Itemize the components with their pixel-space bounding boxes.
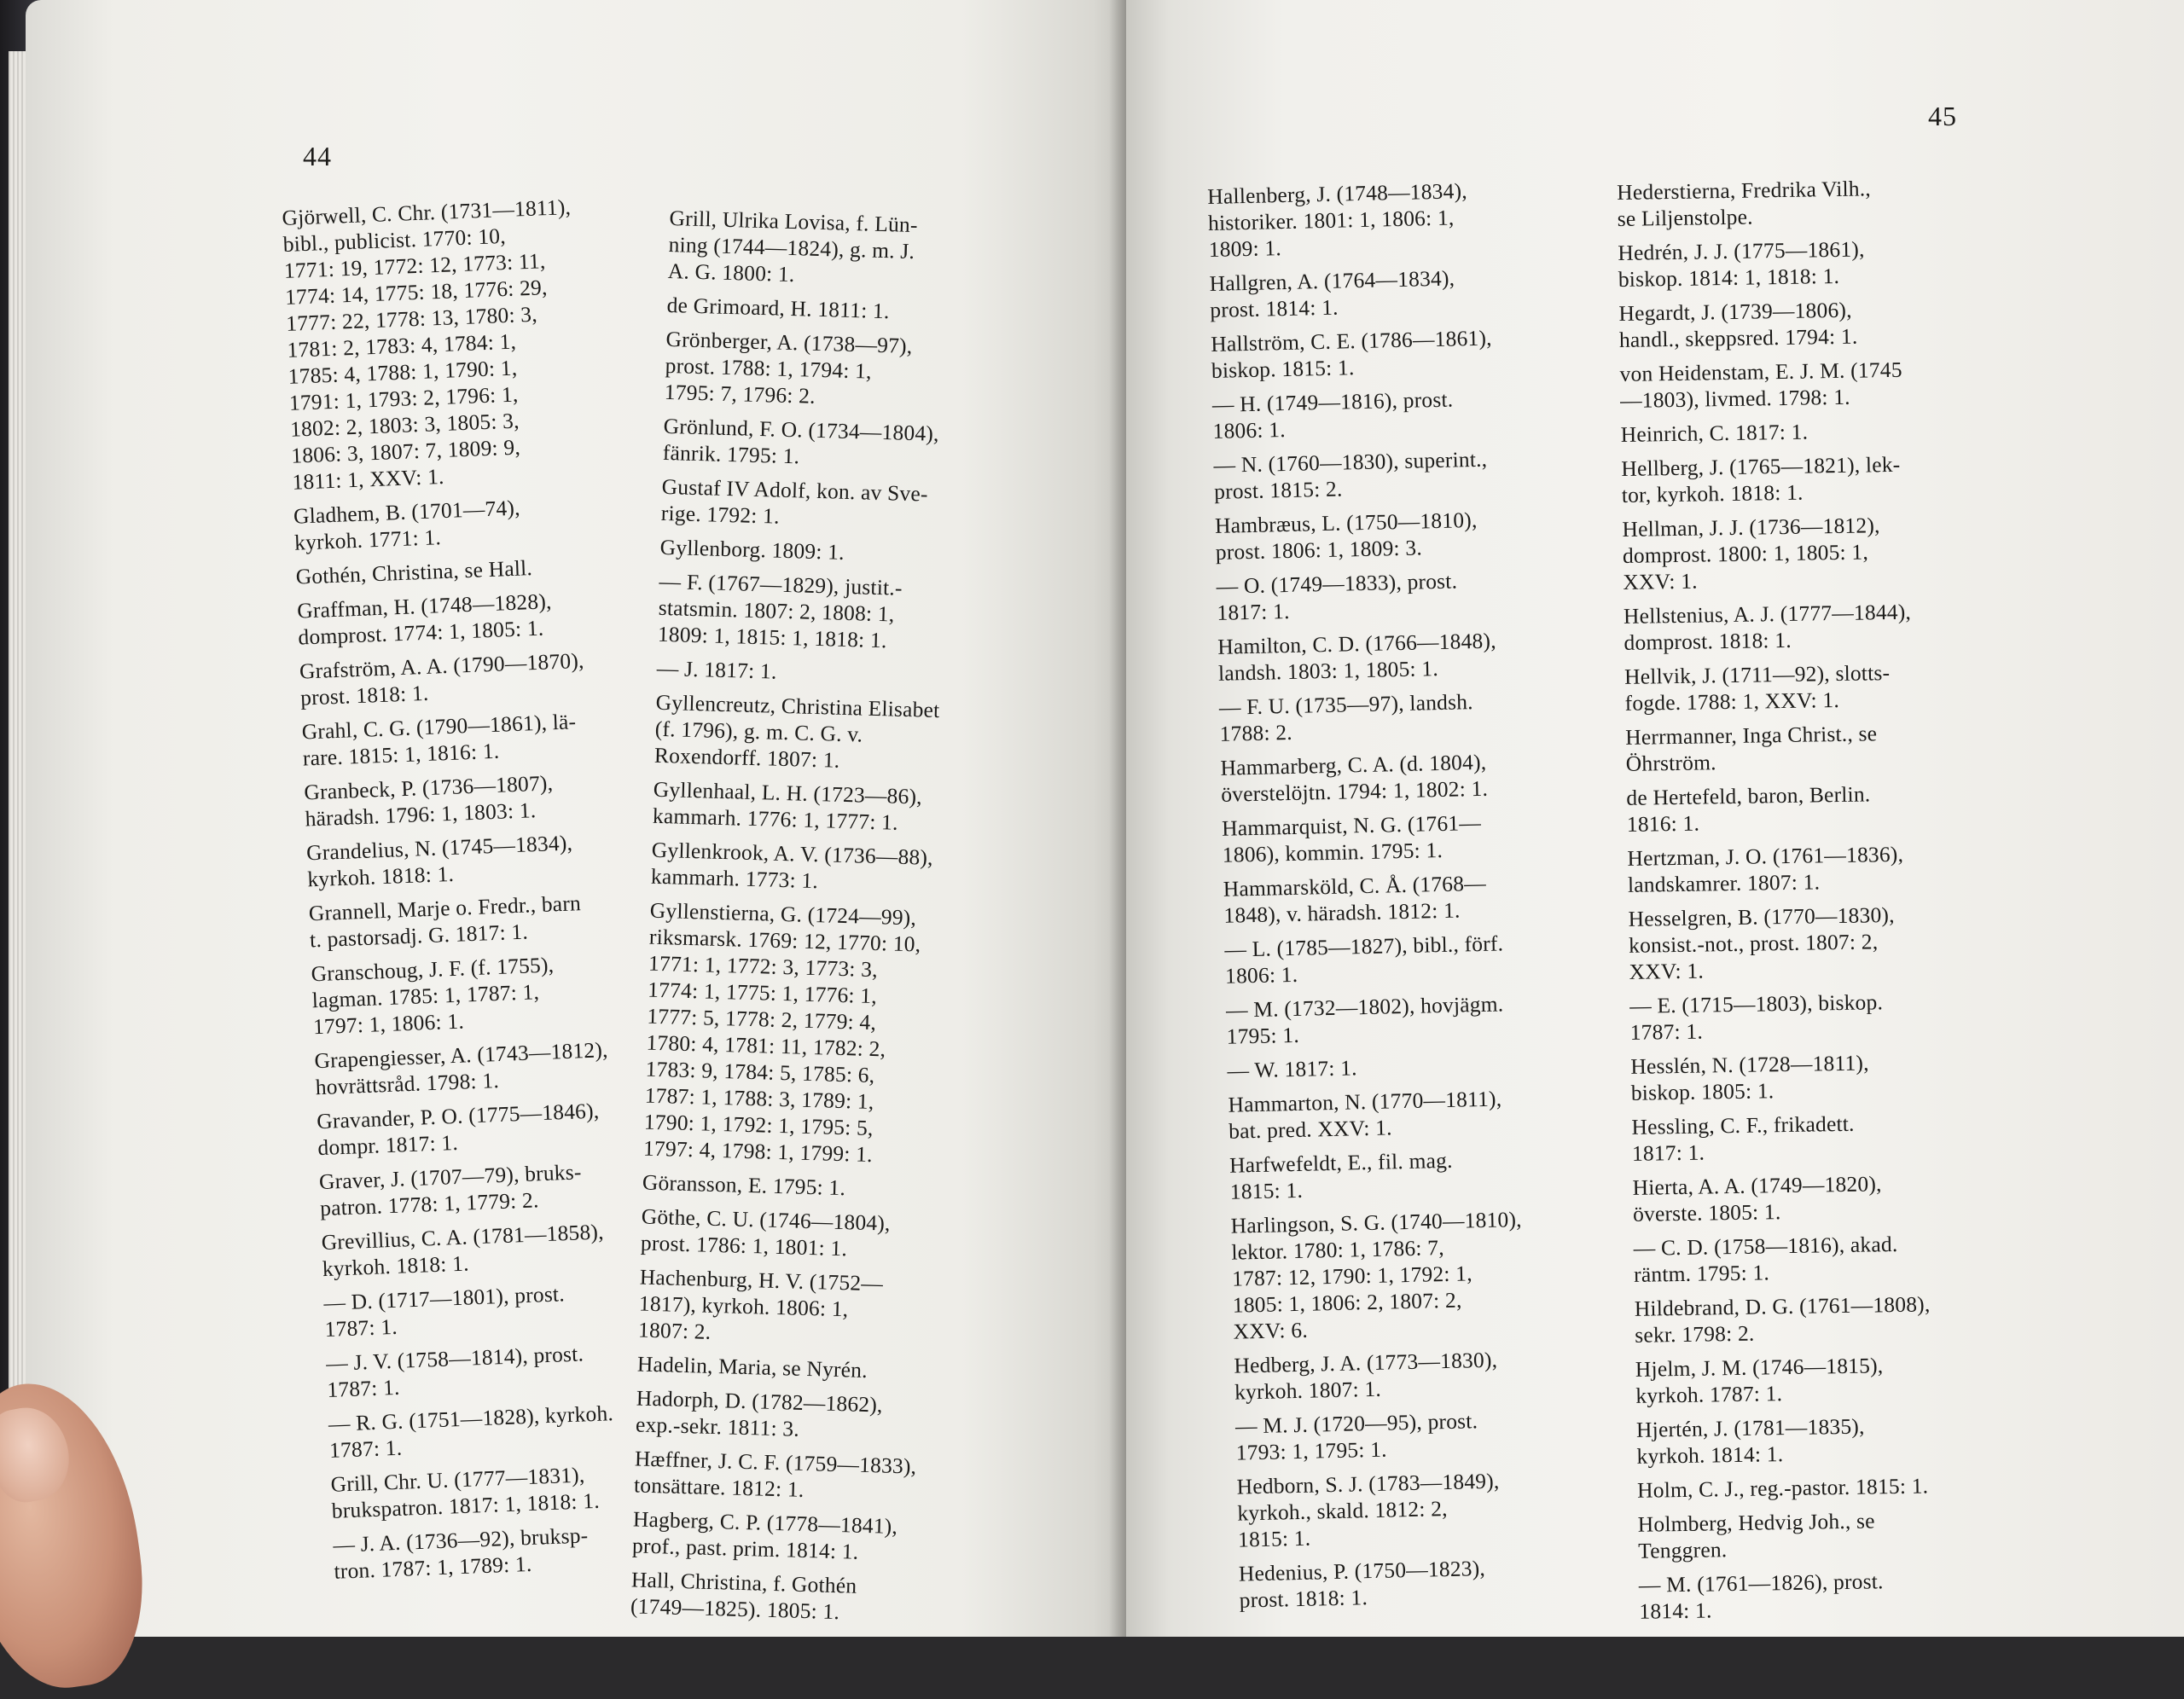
entry-line: exp.-sekr. 1811: 3. [635, 1412, 800, 1441]
index-column [630, 205, 1070, 1637]
index-entry [1632, 1168, 2042, 1227]
entry-line: Grannell, Marje o. Fredr., barn [308, 890, 582, 926]
entry-line: Hellstenius, A. J. (1777—1844), [1623, 599, 1912, 629]
entry-line: Hadorph, D. (1782—1862), [636, 1385, 884, 1418]
index-entry [1234, 1343, 1635, 1406]
entry-line: Grönberger, A. (1738—97), [665, 326, 913, 359]
entry-line: kyrkoh. 1818: 1. [306, 861, 455, 892]
entry-line: 1783: 9, 1784: 5, 1785: 6, [645, 1056, 875, 1088]
index-entry [659, 534, 1061, 571]
index-entry [301, 705, 678, 772]
index-entry [656, 655, 1058, 693]
entry-line: Hamilton, C. D. (1766—1848), [1217, 628, 1497, 659]
entry-line: kyrkoh. 1807: 1. [1234, 1376, 1382, 1405]
entry-line: kammarh. 1773: 1. [650, 863, 819, 894]
index-entry [1627, 838, 2037, 898]
entry-line: Heinrich, C. 1817: 1. [1620, 419, 1809, 447]
index-entry [1239, 1551, 1641, 1614]
entry-line: Hambræus, L. (1750—1810), [1214, 507, 1478, 538]
index-entry [643, 897, 1051, 1173]
entry-line: Hallgren, A. (1764—1834), [1209, 265, 1455, 296]
entry-line: Graffman, H. (1748—1828), [296, 589, 553, 623]
entry-line: domprost. 1800: 1, 1805: 1, [1622, 539, 1869, 568]
entry-line: 1780: 4, 1781: 11, 1782: 2, [646, 1029, 886, 1062]
entry-line: Herrmanner, Inga Christ., se [1625, 721, 1878, 750]
entry-line: patron. 1778: 1, 1779: 2. [319, 1187, 540, 1221]
entry-line: 1793: 1, 1795: 1. [1235, 1436, 1388, 1465]
entry-line: Grill, Chr. U. (1777—1831), [330, 1462, 585, 1497]
entry-line: t. pastorsadj. G. 1817: 1. [309, 919, 529, 953]
entry-line: de Hertefeld, baron, Berlin. [1626, 781, 1871, 810]
entry-line: kyrkoh. 1814: 1. [1636, 1441, 1784, 1469]
index-entry [1216, 564, 1618, 626]
entry-line: ning (1744—1824), g. m. J. [668, 231, 915, 264]
entry-line: landsh. 1803: 1, 1805: 1. [1217, 656, 1439, 686]
entry-line: Grafström, A. A. (1790—1870), [299, 647, 585, 684]
index-entry [1639, 1565, 2049, 1625]
entry-line: —1803), livmed. 1798: 1. [1619, 384, 1850, 413]
entry-line: Hæffner, J. C. F. (1759—1833), [634, 1446, 917, 1479]
index-entry [1211, 322, 1612, 384]
entry-line: Hildebrand, D. G. (1761—1808), [1634, 1291, 1931, 1321]
entry-line: 1777: 22, 1778: 13, 1780: 3, [285, 301, 538, 336]
index-entry [317, 1093, 694, 1161]
index-entry [1618, 233, 2028, 293]
index-entry [1635, 1289, 2045, 1348]
entry-line: Hedenius, P. (1750—1823), [1238, 1556, 1486, 1586]
entry-line: 1781: 2, 1783: 4, 1784: 1, [286, 328, 517, 362]
entry-line: — J. 1817: 1. [656, 655, 777, 684]
entry-line: — M. (1732—1802), hovjägm. [1225, 991, 1504, 1023]
index-entry [295, 549, 671, 590]
entry-line: Hegardt, J. (1739—1806), [1618, 297, 1852, 326]
entry-line: Graver, J. (1707—79), bruks- [318, 1159, 583, 1195]
entry-line: — L. (1785—1827), bibl., förf. [1224, 931, 1504, 962]
entry-line: 1791: 1, 1793: 2, 1796: 1, [288, 381, 520, 415]
entry-line: statsmin. 1807: 2, 1808: 1, [658, 594, 895, 627]
index-column [1617, 172, 2049, 1632]
right-page [1126, 0, 2184, 1637]
entry-line: Grandelius, N. (1745—1834), [305, 830, 573, 866]
entry-line: — C. D. (1758—1816), akad. [1633, 1231, 1898, 1261]
entry-line: 1785: 4, 1788: 1, 1790: 1, [288, 355, 518, 389]
index-entry [1626, 778, 2036, 838]
entry-line: — M. J. (1720—95), prost. [1234, 1408, 1478, 1439]
entry-line: prost. 1788: 1, 1794: 1, [665, 352, 873, 384]
index-entry [1228, 1082, 1629, 1145]
entry-line: häradsh. 1796: 1, 1803: 1. [305, 797, 537, 832]
entry-line: fogde. 1788: 1, XXV: 1. [1624, 687, 1840, 716]
entry-line: bat. pred. XXV: 1. [1228, 1115, 1393, 1144]
entry-line: lagman. 1785: 1, 1787: 1, [311, 979, 540, 1013]
entry-line: 1797: 4, 1798: 1, 1799: 1. [642, 1135, 874, 1168]
entry-line: kyrkoh., skald. 1812: 2, [1237, 1496, 1448, 1526]
entry-line: biskop. 1815: 1. [1211, 355, 1355, 383]
index-entry [1229, 1143, 1631, 1205]
entry-line: Gyllencreutz, Christina Elisabet [655, 689, 940, 723]
entry-line: 1814: 1. [1639, 1598, 1712, 1624]
index-column [1207, 174, 1641, 1621]
entry-line: (f. 1796), g. m. C. G. v. [654, 716, 863, 747]
entry-line: 1790: 1, 1792: 1, 1795: 5, [643, 1109, 874, 1141]
entry-line: 1806: 1. [1212, 416, 1287, 444]
index-entry [297, 583, 674, 651]
entry-line: 1774: 14, 1775: 18, 1776: 29, [284, 275, 549, 310]
entry-line: (1749—1825). 1805: 1. [630, 1593, 840, 1625]
index-entry [630, 1566, 1033, 1630]
entry-line: rige. 1792: 1. [660, 500, 781, 529]
entry-line: Holm, C. J., reg.-pastor. 1815: 1. [1636, 1473, 1929, 1503]
entry-line: se Liljenstolpe. [1617, 204, 1753, 231]
left-page [26, 0, 1126, 1637]
entry-line: kyrkoh. 1787: 1. [1635, 1381, 1783, 1408]
entry-line: Hagberg, C. P. (1778—1841), [632, 1506, 898, 1540]
index-entry [1213, 443, 1615, 505]
entry-line: prost. 1814: 1. [1210, 294, 1339, 322]
entry-line: 1802: 2, 1803: 3, 1805: 3, [289, 408, 520, 442]
entry-line: 1806: 1. [1224, 961, 1298, 989]
entry-line: prost. 1818: 1. [1239, 1585, 1368, 1613]
entry-line: Hachenburg, H. V. (1752— [639, 1264, 884, 1296]
entry-line: 1787: 1. [324, 1313, 398, 1342]
page-number: 45 [1928, 101, 1957, 131]
index-entry [304, 765, 681, 832]
entry-line: Hallström, C. E. (1786—1861), [1210, 325, 1493, 357]
index-entry [1623, 596, 2034, 656]
index-entry [1224, 927, 1626, 989]
index-entry [311, 946, 688, 1040]
index-entry [664, 326, 1066, 416]
index-entry [637, 1350, 1039, 1388]
index-entry [666, 292, 1068, 329]
entry-line: rare. 1815: 1, 1816: 1. [302, 738, 500, 771]
entry-line: prof., past. prim. 1814: 1. [631, 1533, 859, 1564]
index-entry [638, 1264, 1041, 1354]
index-entry [667, 205, 1070, 295]
entry-line: Gyllenstierna, G. (1724—99), [649, 897, 917, 931]
entry-line: dompr. 1817: 1. [317, 1129, 459, 1161]
entry-line: Hierta, A. A. (1749—1820), [1632, 1171, 1882, 1200]
entry-line: 1771: 1, 1772: 3, 1773: 3, [648, 950, 879, 983]
entry-line: Grill, Ulrika Lovisa, f. Lün- [669, 205, 919, 238]
index-entry [1633, 1228, 2043, 1288]
entry-line: prost. 1806: 1, 1809: 3. [1215, 535, 1423, 565]
index-entry [1230, 1203, 1634, 1345]
entry-line: 1817: 1. [1217, 598, 1290, 625]
entry-line: — R. G. (1751—1828), kyrkoh. [328, 1400, 614, 1436]
index-entry [1236, 1464, 1639, 1553]
entry-line: 1815: 1. [1237, 1525, 1311, 1552]
entry-line: 1811: 1, XXV: 1. [291, 463, 445, 495]
entry-line: 1771: 19, 1772: 12, 1773: 11, [283, 248, 546, 283]
entry-line: bibl., publicist. 1770: 10, [282, 223, 507, 257]
entry-line: landskamrer. 1807: 1. [1627, 869, 1821, 897]
index-entry [1621, 449, 2031, 508]
entry-line: överstelöjtn. 1794: 1, 1802: 1. [1220, 775, 1489, 807]
entry-line: domprost. 1818: 1. [1623, 627, 1792, 655]
index-entry [1637, 1470, 2047, 1504]
entry-line: 1809: 1, 1815: 1, 1818: 1. [657, 621, 887, 653]
entry-line: XXV: 1. [1629, 958, 1705, 984]
entry-line: historiker. 1801: 1, 1806: 1, [1207, 205, 1455, 235]
entry-line: Grevillius, C. A. (1781—1858), [321, 1219, 605, 1255]
entry-line: Hadelin, Maria, se Nyrén. [636, 1351, 868, 1383]
index-entry [1223, 867, 1624, 929]
entry-line: Hallenberg, J. (1748—1834), [1207, 178, 1468, 209]
index-entry [1622, 509, 2032, 595]
entry-line: biskop. 1805: 1. [1630, 1078, 1774, 1105]
entry-line: XXV: 1. [1623, 568, 1698, 594]
entry-line: Gustaf IV Adolf, kon. av Sve- [661, 473, 929, 507]
entry-line: — N. (1760—1830), superint., [1213, 446, 1488, 478]
entry-line: Gyllenborg. 1809: 1. [659, 534, 845, 565]
entry-line: tron. 1787: 1, 1789: 1. [333, 1551, 532, 1584]
entry-line: räntm. 1795: 1. [1633, 1260, 1770, 1287]
index-entry [1219, 685, 1621, 747]
entry-line: 1787: 1. [1629, 1018, 1704, 1045]
entry-line: Hertzman, J. O. (1761—1836), [1627, 841, 1904, 871]
entry-line: 1807: 2. [637, 1317, 712, 1344]
index-entry [1217, 624, 1619, 687]
entry-line: — W. 1817: 1. [1227, 1055, 1357, 1083]
entry-line: hovrättsråd. 1798: 1. [315, 1067, 500, 1100]
entry-line: 1805: 1, 1806: 2, 1807: 2, [1232, 1287, 1462, 1318]
entry-line: 1815: 1. [1229, 1177, 1304, 1204]
index-entry [641, 1203, 1043, 1267]
entry-line: brukspatron. 1817: 1, 1818: 1. [331, 1487, 601, 1523]
index-entry [308, 886, 685, 954]
entry-line: Hellberg, J. (1765—1821), lek- [1621, 451, 1901, 481]
entry-line: Holmberg, Hedvig Joh., se [1637, 1508, 1875, 1537]
index-entry [1631, 1107, 2042, 1167]
index-entry [1620, 415, 2030, 448]
entry-line: kyrkoh. 1818: 1. [322, 1250, 470, 1282]
index-entry [634, 1445, 1037, 1509]
index-entry [293, 489, 670, 556]
index-entry [1624, 657, 2035, 716]
entry-line: prost. 1818: 1. [299, 680, 429, 710]
entry-line: tor, kyrkoh. 1818: 1. [1621, 479, 1804, 507]
entry-line: prost. 1786: 1, 1801: 1. [640, 1230, 848, 1261]
entry-line: — J. V. (1758—1814), prost. [325, 1341, 584, 1376]
entry-line: Öhrström. [1625, 750, 1716, 776]
index-entry [1630, 1047, 2041, 1106]
index-entry [1638, 1505, 2048, 1564]
entry-line: Hessling, C. F., frikadett. [1631, 1110, 1855, 1139]
index-entry [1628, 899, 2038, 985]
entry-line: Harfwefeldt, E., fil. mag. [1228, 1147, 1453, 1178]
entry-line: Hammarberg, C. A. (d. 1804), [1220, 749, 1487, 780]
entry-line: tonsättare. 1812: 1. [633, 1472, 804, 1502]
index-entry [1212, 382, 1614, 444]
entry-line: kammarh. 1776: 1, 1777: 1. [652, 803, 899, 835]
entry-line: riksmarsk. 1769: 12, 1770: 10, [648, 924, 921, 957]
entry-line: Göthe, C. U. (1746—1804), [641, 1203, 892, 1236]
index-entry [1207, 174, 1610, 263]
entry-line: 1848), v. häradsh. 1812: 1. [1223, 897, 1461, 928]
index-entry [282, 190, 668, 496]
index-entry [636, 1384, 1038, 1448]
entry-line: fänrik. 1795: 1. [662, 439, 800, 469]
entry-line: Hederstierna, Fredrika Vilh., [1617, 176, 1872, 205]
entry-line: domprost. 1774: 1, 1805: 1. [297, 615, 544, 650]
entry-line: Hammarquist, N. G. (1761— [1221, 809, 1482, 841]
index-entry [306, 826, 683, 893]
entry-line: — M. (1761—1826), prost. [1638, 1569, 1884, 1598]
index-entry [1209, 261, 1611, 323]
index-entry [314, 1033, 691, 1100]
entry-line: 1817), kyrkoh. 1806: 1, [638, 1290, 849, 1322]
entry-line: handl., skeppsred. 1794: 1. [1618, 323, 1858, 352]
entry-line: 1787: 1. [328, 1435, 403, 1463]
entry-line: 1797: 1, 1806: 1. [312, 1008, 465, 1040]
entry-line: 1806), kommin. 1795: 1. [1222, 837, 1443, 867]
index-entry [1629, 986, 2040, 1046]
entry-line: — D. (1717—1801), prost. [322, 1281, 566, 1316]
entry-line: — E. (1715—1803), biskop. [1629, 989, 1884, 1018]
entry-line: Göransson, E. 1795: 1. [642, 1169, 846, 1201]
entry-line: Tenggren. [1638, 1537, 1728, 1563]
entry-line: von Heidenstam, E. J. M. (1745 [1619, 357, 1902, 386]
entry-line: Granschoug, J. F. (f. 1755), [311, 952, 555, 987]
entry-line: Harlingson, S. G. (1740—1810), [1230, 1206, 1523, 1238]
entry-line: konsist.-not., prost. 1807: 2, [1628, 929, 1879, 958]
index-entry [1235, 1404, 1637, 1466]
entry-line: Grapengiesser, A. (1743—1812), [314, 1037, 609, 1074]
entry-line: 1777: 5, 1778: 2, 1779: 4, [647, 1003, 877, 1035]
entry-line: Hedborn, S. J. (1783—1849), [1236, 1468, 1500, 1499]
index-entry [662, 413, 1065, 477]
entry-line: Gyllenkrook, A. V. (1736—88), [651, 837, 934, 870]
entry-line: 1806: 3, 1807: 7, 1809: 9, [290, 434, 521, 468]
index-entry [653, 776, 1055, 840]
index-entry [1625, 717, 2036, 777]
index-entry [1635, 1349, 2046, 1409]
index-entry [1220, 745, 1622, 808]
entry-line: — H. (1749—1816), prost. [1211, 386, 1454, 417]
entry-line: sekr. 1798: 2. [1635, 1320, 1755, 1348]
entry-line: A. G. 1800: 1. [667, 258, 795, 287]
index-entry [1636, 1410, 2047, 1470]
entry-line: Hedrén, J. J. (1775—1861), [1618, 236, 1865, 265]
entry-line: 1788: 2. [1219, 719, 1293, 746]
entry-line: 1817: 1. [1631, 1139, 1705, 1166]
entry-line: de Grimoard, H. 1811: 1. [666, 292, 890, 324]
index-entry [1619, 354, 2030, 414]
entry-line: 1787: 12, 1790: 1, 1792: 1, [1231, 1261, 1473, 1291]
index-entry [654, 689, 1057, 780]
entry-line: Gyllenhaal, L. H. (1723—86), [653, 776, 923, 809]
entry-line: överste. 1805: 1. [1632, 1199, 1781, 1226]
index-entry [1215, 503, 1617, 565]
entry-line: — J. A. (1736—92), bruksp- [332, 1522, 589, 1557]
index-entry [658, 568, 1060, 658]
entry-line: Gothén, Christina, se Hall. [295, 555, 533, 589]
entry-line: 1795: 1. [1226, 1022, 1300, 1049]
index-entry [1617, 172, 2027, 232]
entry-line: 1795: 7, 1796: 2. [664, 379, 816, 409]
entry-line: biskop. 1814: 1, 1818: 1. [1618, 263, 1840, 292]
entry-line: — F. U. (1735—97), landsh. [1218, 689, 1474, 720]
entry-line: 1787: 1, 1788: 3, 1789: 1, [644, 1082, 874, 1115]
entry-line: kyrkoh. 1771: 1. [293, 525, 442, 555]
index-entry [651, 837, 1054, 901]
index-entry [1226, 988, 1628, 1050]
entry-line: Hammarsköld, C. Å. (1768— [1223, 870, 1487, 902]
page-number: 44 [303, 141, 332, 171]
entry-line: Hesslén, N. (1728—1811), [1630, 1050, 1869, 1079]
entry-line: Grönlund, F. O. (1734—1804), [663, 413, 940, 446]
entry-line: Roxendorff. 1807: 1. [653, 742, 840, 773]
entry-line: Grahl, C. G. (1790—1861), lä- [301, 709, 577, 745]
entry-line: Hedberg, J. A. (1773—1830), [1234, 1347, 1498, 1378]
entry-line: Hjertén, J. (1781—1835), [1635, 1413, 1865, 1442]
entry-line: 1787: 1. [326, 1374, 401, 1402]
entry-line: Hellman, J. J. (1736—1812), [1622, 513, 1880, 542]
index-entry [660, 473, 1063, 537]
entry-line: — O. (1749—1833), prost. [1216, 568, 1458, 599]
entry-line: Hall, Christina, f. Gothén [630, 1567, 857, 1598]
entry-line: — F. (1767—1829), justit.- [659, 568, 903, 600]
entry-line: prost. 1815: 2. [1213, 476, 1343, 504]
entry-line: Hjelm, J. M. (1746—1815), [1635, 1353, 1884, 1382]
index-entry [1227, 1048, 1629, 1084]
index-entry [642, 1169, 1044, 1207]
entry-line: Hellvik, J. (1711—92), slotts- [1623, 660, 1891, 689]
index-entry [632, 1505, 1035, 1569]
entry-line: lektor. 1780: 1, 1786: 7, [1231, 1235, 1445, 1265]
entry-line: Hammarton, N. (1770—1811), [1228, 1086, 1502, 1117]
index-entry [299, 644, 676, 711]
entry-line: Gravander, P. O. (1775—1846), [316, 1098, 600, 1134]
entry-line: Hesselgren, B. (1770—1830), [1628, 902, 1895, 931]
entry-line: Granbeck, P. (1736—1807), [303, 770, 554, 805]
entry-line: 1816: 1. [1626, 810, 1700, 837]
entry-line: Gjörwell, C. Chr. (1731—1811), [282, 194, 572, 230]
index-entry [318, 1154, 695, 1221]
index-entry [1222, 806, 1623, 868]
entry-line: 1774: 1, 1775: 1, 1776: 1, [647, 977, 878, 1009]
index-entry [1618, 293, 2029, 353]
entry-line: 1809: 1. [1208, 235, 1282, 262]
entry-line: Gladhem, B. (1701—74), [293, 495, 521, 529]
entry-line: XXV: 6. [1233, 1317, 1309, 1344]
